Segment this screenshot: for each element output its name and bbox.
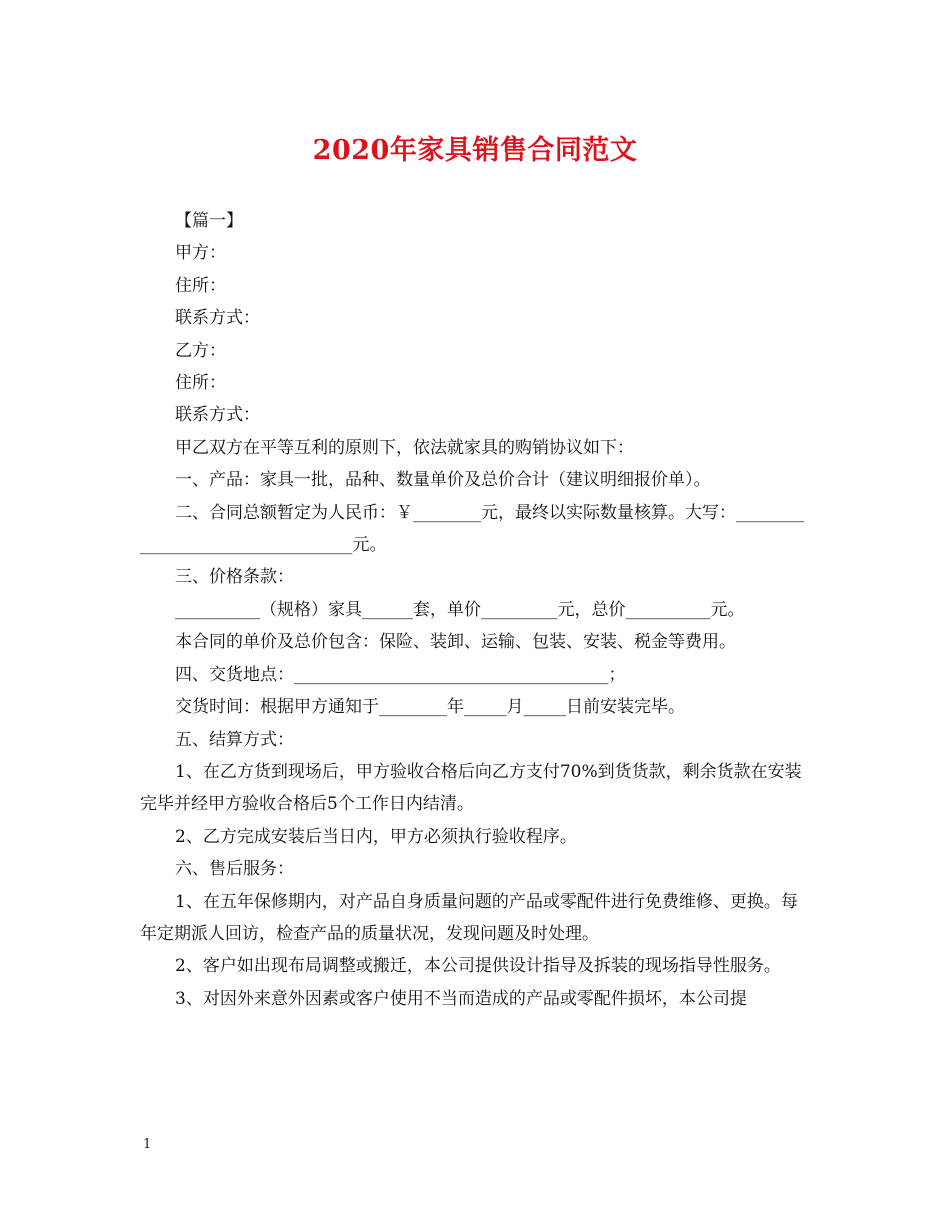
- agreement-intro: 甲乙双方在平等互利的原则下，依法就家具的购销协议如下：: [175, 437, 634, 458]
- clause-price-includes: 本合同的单价及总价包含：保险、装卸、运输、包装、安装、税金等费用。: [175, 632, 736, 653]
- clause-price-heading: 三、价格条款：: [175, 567, 294, 588]
- party-a-address: 住所：: [175, 275, 226, 296]
- clause-settlement-1: 1、在乙方货到现场后，甲方验收合格后向乙方支付70%到货货款，剩余货款在安装完毕并经甲方验收合格后5个工作日内结清。: [140, 761, 802, 815]
- party-b-label: 乙方：: [175, 340, 226, 361]
- clause-delivery-place: 四、交货地点：_____________________________________；: [175, 664, 626, 685]
- section-heading: 【篇一】: [175, 211, 243, 231]
- clause-total-amount: 二、合同总额暂定为人民币：￥________元，最终以实际数量核算。大写：_________________________________元。: [140, 502, 804, 556]
- clause-price-spec: __________（规格）家具______套，单价_________元，总价__________元。: [175, 599, 745, 620]
- clause-service-heading: 六、售后服务：: [175, 859, 294, 880]
- clause-product: 一、产品：家具一批，品种、数量单价及总价合计（建议明细报价单）。: [175, 470, 711, 491]
- clause-settlement-2: 2、乙方完成安装后当日内，甲方必须执行验收程序。: [175, 826, 577, 847]
- document-body: [140, 205, 812, 1015]
- clause-service-2: 2、客户如出现布局调整或搬迁，本公司提供设计指导及拆装的现场指导性服务。: [175, 956, 781, 977]
- page-number: 1: [143, 1137, 152, 1152]
- clause-service-1: 1、在五年保修期内，对产品自身质量问题的产品或零配件进行免费维修、更换。每年定期派人回访，检查产品的质量状况，发现问题及时处理。: [140, 891, 798, 944]
- party-b-address: 住所：: [175, 373, 226, 394]
- clause-delivery-time: 交货时间：根据甲方通知于________年_____月_____日前安装完毕。: [175, 697, 685, 718]
- party-a-contact: 联系方式：: [175, 308, 260, 329]
- party-b-contact: 联系方式：: [175, 405, 260, 426]
- clause-settlement-heading: 五、结算方式：: [175, 729, 294, 750]
- party-a-label: 甲方：: [175, 243, 226, 264]
- document-title: 2020年家具销售合同范文: [312, 135, 638, 166]
- clause-service-3: 3、对因外来意外因素或客户使用不当而造成的产品或零配件损坏，本公司提: [175, 988, 747, 1009]
